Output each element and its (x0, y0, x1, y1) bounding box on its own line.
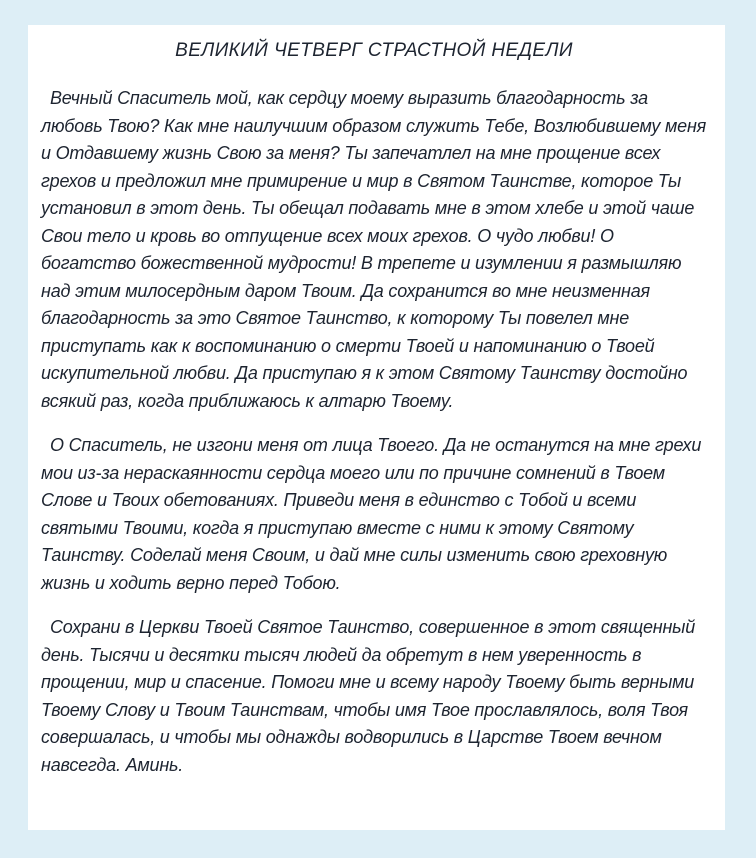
prayer-paragraph-1: Вечный Спаситель мой, как сердцу моему выразить благодарность за любовь Твою? Как мне наилучшим образом служить Тебе, Возлюбившему меня и Отдавшему жизнь Свою за меня? Ты запечатлел на мне прощение всех грехов и предложил мне примирение и мир в Святом Таинстве, которое Ты установил в этот день. Ты обещал подавать мне в этом хлебе и этой чаше Свои тело и кровь во отпущение всех моих грехов. О чудо любви! О богатство божественной мудрости! В трепете и изумлении я размышляю над этим милосердным даром Твоим. Да сохранится во мне неизменная благодарность за это Святое Таинство, к которому Ты повелел мне приступать как к воспоминанию о смерти Твоей и напоминанию о Твоей искупительной любви. Да приступаю я к этом Святому Таинству достойно всякий раз, когда приближаюсь к алтарю Твоему. (41, 88, 707, 411)
document-title: ВЕЛИКИЙ ЧЕТВЕРГ СТРАСТНОЙ НЕДЕЛИ (175, 40, 573, 61)
prayer-paragraph-3: Сохрани в Церкви Твоей Святое Таинство, совершенное в этот священный день. Тысячи и десятки тысяч людей да обретут в нем уверенность в прощении, мир и спасение. Помоги мне и всему народу Твоему быть верными Твоему Слову и Твоим Таинствам, чтобы имя Твое прославлялось, воля Твоя совершалась, и чтобы мы однажды водворились в Царстве Твоем вечном навсегда. Аминь. (41, 617, 696, 775)
document-page (28, 25, 725, 830)
document-body (41, 85, 707, 779)
prayer-paragraph-2: О Спаситель, не изгони меня от лица Твоего. Да не останутся на мне грехи мои из-за нераскаянности сердца моего или по причине сомнений в Твоем Слове и Твоих обетованиях. Приведи меня в единство с Тобой и всеми святыми Твоими, когда я приступаю вместе с ними к этому Святому Таинству. Соделай меня Своим, и дай мне силы изменить свою греховную жизнь и ходить верно перед Тобою. (41, 435, 702, 593)
